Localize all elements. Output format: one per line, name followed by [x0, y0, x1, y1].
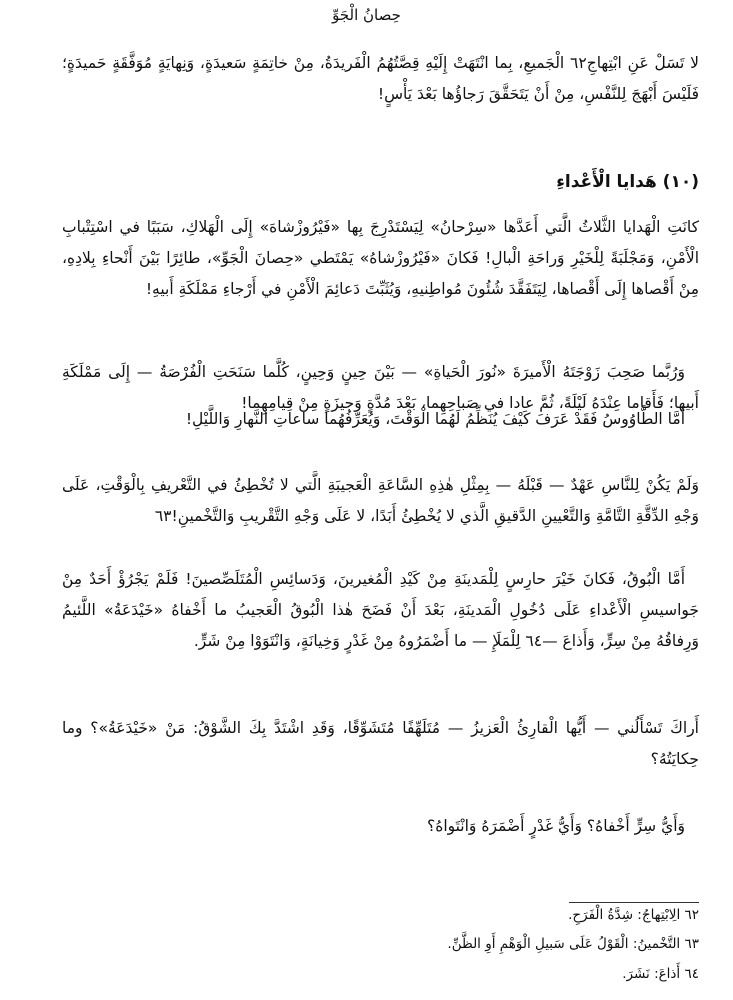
paragraph-7: وَأَيُّ سِرٍّ أَخْفاهُ؟ وَأَيُّ غَدْرٍ أَضْمَرَهُ وَانْتَواهُ؟ [426, 817, 685, 835]
footnote-63: ٦٣ التَّخْمينُ: الْقَوْلُ عَلَى سَبيلِ الْوَهْمِ أَوِ الظَّنِّ. [447, 936, 699, 952]
paragraph-4: وَلَمْ يَكُنْ لِلنَّاسِ عَهْدٌ — قَبْلَهُ — بِمِثْلِ هٰذِهِ السَّاعَةِ الْعَجيبَةِ الَّتي لا تُخْطِئُ في التَّعْريفِ بِالْوَقْتِ، عَلَى وَجْهِ الدِّقَّةِ التَّامَّةِ وَالتَّعْيينِ الدَّقيقِ الَّذي لا يُخْطِئُ أَبَدًا، لا عَلَى وَجْهِ التَّقْريبِ وَالتَّخْمينِ!٦٣ [62, 476, 699, 525]
paragraph-6: أَراكَ تَسْأَلُني — أَيُّها الْقارِئُ الْعَزيزُ — مُتَلَهِّفًا مُتَشَوِّقًا، وَقَدِ اشْتَدَّ بِكَ الشَّوْقُ: مَنْ «خَيْدَعَةُ»؟ وما حِكايَتُهُ؟ [62, 719, 699, 768]
running-head: حِصانُ الْجَوِّ [332, 6, 401, 24]
footnote-divider [569, 902, 699, 903]
footnote-62: ٦٢ الِابْتِهاجُ: شِدَّةُ الْفَرَحِ. [568, 907, 699, 923]
paragraph-3: أَمَّا الطَّاوُوسُ فَقَدْ عَرَفَ كَيْفَ يُنَظِّمُ لَهُما الْوَقْتَ، وَيُعَرِّفُهُما ساعاتِ النَّهارِ وَاللَّيْلِ! [185, 410, 685, 428]
chapter-heading: (١٠) هَدايا الْأَعْداءِ [556, 172, 699, 192]
paragraph-5: أَمَّا الْبُوقُ، فَكانَ خَيْرَ حارِسٍ لِلْمَدينَةِ مِنْ كَيْدِ الْمُغيرينَ، وَدَسائِسِ الْمُتَلَصِّصينَ! فَلَمْ يَجْرُؤْ أَحَدٌ مِنْ جَواسيسِ الْأَعْداءِ عَلَى دُخُولِ الْمَدينَةِ، بَعْدَ أَنْ فَضَحَ هٰذا الْبُوقُ الْعَجيبُ ما أَخْفاهُ «خَيْدَعَةُ» اللَّئيمُ وَرِفاقُهُ مِنْ سِرٍّ، وَأَذاعَ —٦٤ لِلْمَلَإِ — ما أَضْمَرُوهُ مِنْ غَدْرٍ وَخِيانَةٍ، وَانْتَوَوْا مِنْ شَرٍّ. [62, 570, 699, 650]
paragraph-1: كانَتِ الْهَدايا الثَّلاثُ الَّتي أَعَدَّها «سِرْحانُ» لِيَسْتَدْرِجَ بِها «فَيْرُوزْشاهَ» إِلَى الْهَلاكِ، سَبَبًا في اسْتِتْبابِ الْأَمْنِ، وَمَجْلَبَةً لِلْخَيْرِ وَراحَةِ الْبالِ! فَكانَ «فَيْرُوزْشاهُ» يَمْتَطي «حِصانَ الْجَوِّ»، طائِرًا بَيْنَ أَنْحاءِ بِلادِهِ، مِنْ أَقْصاها إِلَى أَقْصاها، لِيَتَفَقَّدَ شُئُونَ مُواطِنيهِ، وَيُثَبِّتَ دَعائِمَ الْأَمْنِ في أَرْجاءِ مَمْلَكَةِ أَبيهِ! [62, 218, 699, 298]
intro-paragraph: لا تَسَلْ عَنِ ابْتِهاجِ٦٢ الْجَميعِ، بِما انْتَهَتْ إِلَيْهِ قِصَّتُهُمُ الْفَريدَةُ، مِنْ خاتِمَةٍ سَعيدَةٍ، وَنِهايَةٍ مُوَفَّقَةٍ حَميدَةٍ؛ فَلَيْسَ أَبْهَجَ لِلنَّفْسِ، مِنْ أَنْ يَتَحَقَّقَ رَجاؤُها بَعْدَ يَأْسٍ! [62, 54, 699, 103]
paragraph-2: وَرُبَّما صَحِبَ زَوْجَتَهُ الْأَميرَةَ «نُورَ الْحَياةِ» — بَيْنَ حِينٍ وَحِينٍ، كُلَّما سَنَحَتِ الْفُرْصَةُ — إِلَى مَمْلَكَةِ أَبيها؛ فَأَقاما عِنْدَهُ لَيْلَةً، ثُمَّ عادا في صَباحِهِما، بَعْدَ مُدَّةٍ وَجيزَةٍ مِنْ قِيامِهِما! [62, 363, 699, 412]
footnote-64: ٦٤ أَذاعَ: نَشَرَ. [622, 966, 699, 982]
